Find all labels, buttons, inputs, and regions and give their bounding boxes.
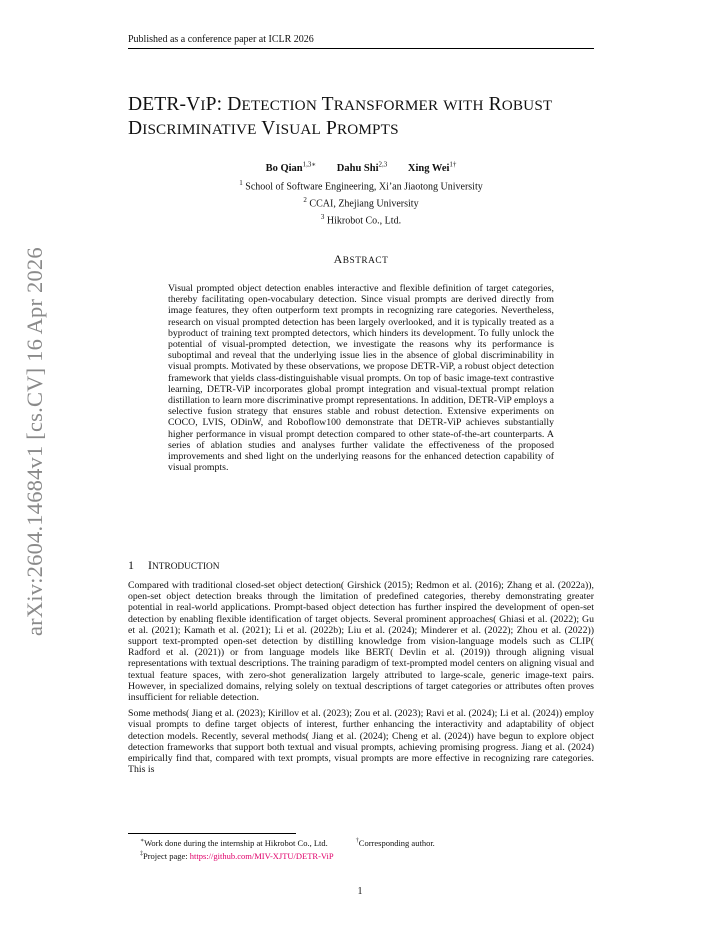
- introduction-body: [128, 580, 594, 780]
- footnote-corresponding: Corresponding author.: [358, 837, 435, 848]
- paragraph: Some methods( Jiang et al. (2023); Kirillov et al. (2023); Zou et al. (2023); Ravi et al. (2024); Li et al. (2024)) employ visual prompts to define target objects of interest, further enhancing the interactivity and adaptability of object detection models. Recently, several methods( Jiang et al. (2024); Cheng et al. (2024)) have begun to explore object detection frameworks that support both textual and visual prompts, achieving promising progress. Jiang et al. (2024) empirically find that, compared with text prompts, visual prompts are more effective in recognizing rare categories. This is: [128, 708, 594, 776]
- author-list: [128, 160, 594, 174]
- footnote-project: ‡Project page: https://github.com/MIV-XJTU/DETR-ViP: [140, 850, 334, 861]
- section-number: 1: [128, 558, 134, 572]
- author: Dahu Shi$^{2,3}$: [336, 160, 388, 174]
- title-line-1: DETR-VIP: DETECTION TRANSFORMER WITH ROBUST: [128, 94, 553, 115]
- footnotes: [140, 836, 600, 862]
- paragraph: Compared with traditional closed-set object detection( Girshick (2015); Redmon et al. (2016); Zhang et al. (2022a)), open-set object detection breaks through the limitation of predefined categories, thereby demonstrating greater potential in real-world applications. Prompt-based object detection has further inspired the development of open-set detection by enabling flexible identification of target objects. Several prominent approaches( Ghiasi et al. (2022); Gu et al. (2021); Kamath et al. (2021); Li et al. (2022b); Liu et al. (2024); Minderer et al. (2022); Zhou et al. (2022)) support text-prompted open-set detection by distilling knowledge from vision-language models such as CLIP( Radford et al. (2021)) or from language models like BERT( Devlin et al. (2019)) through aligning visual representations with textual descriptions. The training paradigm of text-prompted model centers on aligning visual and textual feature spaces, with zero-shot generalization largely attributed to large-scale, generic image-text pairs. However, in specialized domains, relying solely on textual descriptions of target categories or attributes often proves insufficient for reliable detection.: [128, 580, 594, 704]
- running-header: Published as a conference paper at ICLR 2026: [128, 34, 594, 49]
- abstract-heading: ABSTRACT: [333, 252, 389, 266]
- footnote-row: ∗Work done during the internship at Hikrobot Co., Ltd. †Corresponding author.: [140, 837, 435, 848]
- arxiv-stamp: arXiv:2604.14684v1 [cs.CV] 16 Apr 2026: [22, 247, 47, 636]
- page-number: 1: [357, 886, 363, 897]
- project-link[interactable]: https://github.com/MIV-XJTU/DETR-ViP: [189, 850, 334, 861]
- abstract-text: Visual prompted object detection enables interactive and flexible definition of target categories, thereby facilitating open-vocabulary detection. Since visual prompts are derived directly from image features, they often outperform text prompts in recognizing rare categories. Nevertheless, research on visual prompted detection has been largely overlooked, and it is typically treated as a byproduct of training text prompted detectors, which hinders its development. To fully unlock the potential of visual-prompted detection, we investigate the reasons why its performance is suboptimal and reveal that the underlying issue lies in the absence of global discriminability in visual prompts. Motivated by these observations, we propose DETR-ViP, a robust object detection framework that yields class-distinguishable visual prompts. On top of basic image-text contrastive learning, DETR-ViP incorporates global prompt integration and visual-textual prompt relation distillation to learn more discriminative prompt representations. In addition, DETR-ViP employs a selective fusion strategy that ensures stable and robust detection. Extensive experiments on COCO, LVIS, ODinW, and Roboflow100 demonstrate that DETR-ViP achieves substantially higher performance in visual prompt detection compared to other state-of-the-art counterparts. A series of ablation studies and analyses further validate the effectiveness of the proposed improvements and shed light on the underlying reasons for the enhanced detection capability of visual prompts.: [168, 283, 554, 474]
- title-line-2: DISCRIMINATIVE VISUAL PROMPTS: [128, 118, 399, 139]
- section-heading-introduction: [128, 558, 219, 573]
- author: Bo Qian$^{1,3∗}$: [265, 160, 317, 174]
- affiliation: $^2$ CCAI, Zhejiang University: [303, 195, 419, 210]
- footnote-rule: [128, 833, 296, 834]
- affiliation: $^1$ School of Software Engineering, Xi’an Jiaotong University: [239, 179, 483, 193]
- affiliation: $^3$ Hikrobot Co., Ltd.: [320, 212, 402, 226]
- paper-title: [128, 93, 608, 141]
- section-title: INTRODUCTION: [148, 558, 220, 572]
- footnote-work: Work done during the internship at Hikrobot Co., Ltd.: [144, 837, 328, 848]
- author: Xing Wei$^{1\dagger}$: [407, 160, 457, 174]
- affiliations: [128, 177, 594, 227]
